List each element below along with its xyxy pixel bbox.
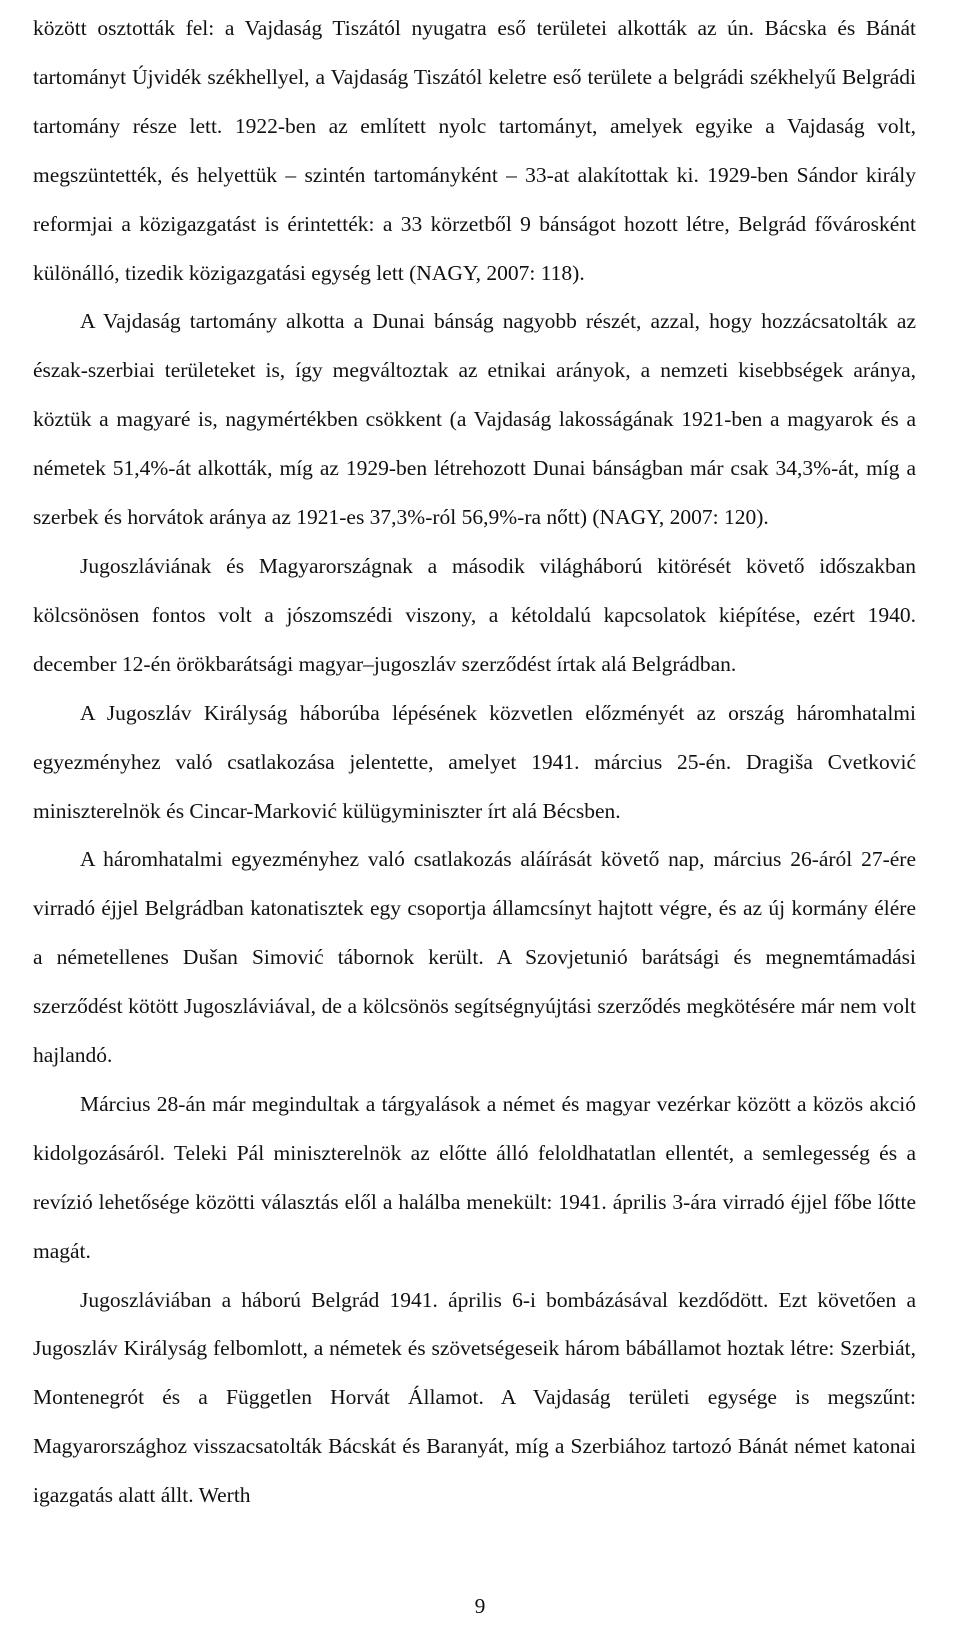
- paragraph-7: Jugoszláviában a háború Belgrád 1941. április 6-i bombázásával kezdődött. Ezt követően a Jugoszláv Királyság felbomlott, a németek és szövetségeseik három bábállamot hoztak létre: Szerbiát, Montenegrót és a Független Horvát Államot. A Vajdaság területi egysége is megszűnt: Magyarországhoz visszacsatolták Bácskát és Baranyát, míg a Szerbiához tartozó Bánát német katonai igazgatás alatt állt. Werth: [33, 1287, 916, 1508]
- paragraph-2: A Vajdaság tartomány alkotta a Dunai bánság nagyobb részét, azzal, hogy hozzácsatolták az észak-szerbiai területeket is, így megváltoztak az etnikai arányok, a nemzeti kisebbségek aránya, köztük a magyaré is, nagymértékben csökkent (a Vajdaság lakosságának 1921-ben a magyarok és a németek 51,4%-át alkották, míg az 1929-ben létrehozott Dunai bánságban már csak 34,3%-át, míg a szerbek és horvátok aránya az 1921-es 37,3%-ról 56,9%-ra nőtt) (NAGY, 2007: 120).: [33, 309, 916, 530]
- page-number: 9: [474, 1594, 486, 1618]
- paragraph-1: között osztották fel: a Vajdaság Tiszától nyugatra eső területei alkották az ún. Bácska és Bánát tartományt Újvidék székhellyel, a Vajdaság Tiszától keletre eső területe a belgrádi székhelyű Belgrádi tartomány része lett. 1922-ben az említett nyolc tartományt, amelyek egyike a Vajdaság volt, megszüntették, és helyettük – szintén tartományként – 33-at alakítottak ki. 1929-ben Sándor király reformjai a közigazgatást is érintették: a 33 körzetből 9 bánságot hozott létre, Belgrád fővárosként különálló, tizedik közigazgatási egység lett (NAGY, 2007: 118).: [33, 16, 916, 285]
- paragraph-4: A Jugoszláv Királyság háborúba lépésének közvetlen előzményét az ország háromhatalmi egyezményhez való csatlakozása jelentette, amelyet 1941. március 25-én. Dragiša Cvetković miniszterelnök és Cincar-Marković külügyminiszter írt alá Bécsben.: [33, 700, 916, 823]
- paragraph-5: A háromhatalmi egyezményhez való csatlakozás aláírását követő nap, március 26-áról 27-ére virradó éjjel Belgrádban katonatisztek egy csoportja államcsínyt hajtott végre, és az új kormány élére a németellenes Dušan Simović tábornok került. A Szovjetunió barátsági és megnemtámadási szerződést kötött Jugoszláviával, de a kölcsönös segítségnyújtási szerződés megkötésére már nem volt hajlandó.: [33, 847, 916, 1068]
- paragraph-3: Jugoszláviának és Magyarországnak a második világháború kitörését követő időszakban kölcsönösen fontos volt a jószomszédi viszony, a kétoldalú kapcsolatok kiépítése, ezért 1940. december 12-én örökbarátsági magyar–jugoszláv szerződést írtak alá Belgrádban.: [33, 553, 916, 676]
- document-body: [33, 4, 916, 1520]
- paragraph-6: Március 28-án már megindultak a tárgyalások a német és magyar vezérkar között a közös akció kidolgozásáról. Teleki Pál miniszterelnök az előtte álló feloldhatatlan ellentét, a semlegesség és a revízió lehetősége közötti választás elől a halálba menekült: 1941. április 3-ára virradó éjjel főbe lőtte magát.: [33, 1091, 916, 1263]
